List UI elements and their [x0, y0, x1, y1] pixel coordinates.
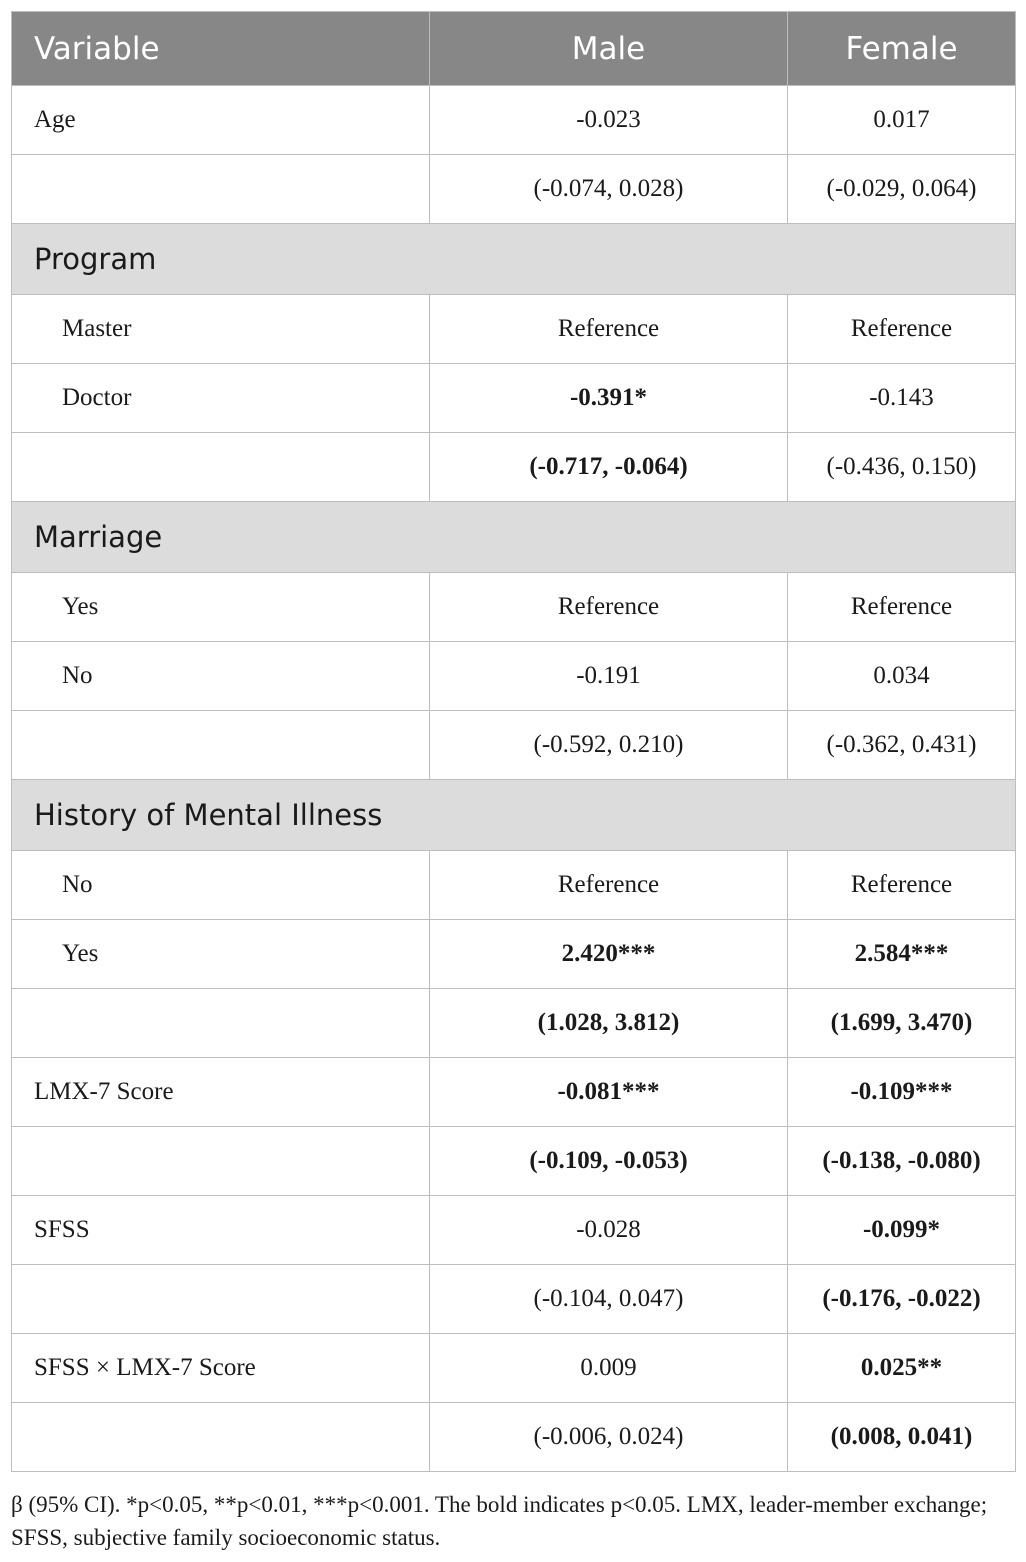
- table-row: [12, 1058, 1016, 1127]
- group-label: History of Mental Illness: [12, 780, 1016, 851]
- group-row-history: [12, 780, 1016, 851]
- table-row: [12, 1196, 1016, 1265]
- male-value: Reference: [430, 573, 788, 642]
- header-variable: Variable: [12, 12, 430, 86]
- regression-table: [11, 11, 1016, 1472]
- group-label: Program: [12, 224, 1016, 295]
- row-label: LMX-7 Score: [12, 1058, 430, 1127]
- row-label: Yes: [12, 920, 430, 989]
- table-row: [12, 1127, 1016, 1196]
- female-value: -0.143: [788, 364, 1016, 433]
- row-label: [12, 989, 430, 1058]
- table-row: [12, 642, 1016, 711]
- male-ci: (-0.006, 0.024): [430, 1403, 788, 1472]
- table-footnote: β (95% CI). *p<0.05, **p<0.01, ***p<0.001. The bold indicates p<0.05. LMX, leader-member exchange; SFSS, subjective family socioeconomic status.: [11, 1492, 988, 1550]
- male-value: Reference: [430, 851, 788, 920]
- regression-table-container: [11, 11, 1015, 1472]
- female-value: Reference: [788, 295, 1016, 364]
- row-label: Age: [12, 86, 430, 155]
- male-value: -0.023: [430, 86, 788, 155]
- row-label: [12, 1127, 430, 1196]
- row-label: [12, 1265, 430, 1334]
- female-ci: (0.008, 0.041): [788, 1403, 1016, 1472]
- table-row: [12, 851, 1016, 920]
- row-label: SFSS × LMX-7 Score: [12, 1334, 430, 1403]
- header-male: Male: [430, 12, 788, 86]
- female-ci: (-0.029, 0.064): [788, 155, 1016, 224]
- male-ci: (-0.717, -0.064): [430, 433, 788, 502]
- female-ci: (-0.138, -0.080): [788, 1127, 1016, 1196]
- male-ci: (-0.109, -0.053): [430, 1127, 788, 1196]
- group-row-marriage: [12, 502, 1016, 573]
- table-row: [12, 920, 1016, 989]
- table-row: [12, 989, 1016, 1058]
- male-value: 2.420***: [430, 920, 788, 989]
- row-label: [12, 155, 430, 224]
- table-row: [12, 573, 1016, 642]
- row-label: SFSS: [12, 1196, 430, 1265]
- female-value: 0.017: [788, 86, 1016, 155]
- group-row-program: [12, 224, 1016, 295]
- female-value: -0.099*: [788, 1196, 1016, 1265]
- male-ci: (-0.104, 0.047): [430, 1265, 788, 1334]
- male-ci: (-0.074, 0.028): [430, 155, 788, 224]
- group-label: Marriage: [12, 502, 1016, 573]
- table-row: [12, 1265, 1016, 1334]
- header-row: [12, 12, 1016, 86]
- row-label: Master: [12, 295, 430, 364]
- male-value: -0.191: [430, 642, 788, 711]
- female-ci: (-0.362, 0.431): [788, 711, 1016, 780]
- table-row: [12, 1403, 1016, 1472]
- male-value: 0.009: [430, 1334, 788, 1403]
- male-value: -0.081***: [430, 1058, 788, 1127]
- table-row: [12, 364, 1016, 433]
- row-label: [12, 1403, 430, 1472]
- table-row: [12, 711, 1016, 780]
- female-value: 2.584***: [788, 920, 1016, 989]
- row-label: No: [12, 851, 430, 920]
- row-label: Doctor: [12, 364, 430, 433]
- row-label: [12, 711, 430, 780]
- female-ci: (-0.436, 0.150): [788, 433, 1016, 502]
- female-value: 0.034: [788, 642, 1016, 711]
- female-value: Reference: [788, 573, 1016, 642]
- table-row: [12, 155, 1016, 224]
- female-value: -0.109***: [788, 1058, 1016, 1127]
- header-female: Female: [788, 12, 1016, 86]
- row-label: [12, 433, 430, 502]
- row-label: Yes: [12, 573, 430, 642]
- table-row: [12, 86, 1016, 155]
- male-ci: (1.028, 3.812): [430, 989, 788, 1058]
- male-ci: (-0.592, 0.210): [430, 711, 788, 780]
- male-value: -0.391*: [430, 364, 788, 433]
- table-row: [12, 1334, 1016, 1403]
- male-value: Reference: [430, 295, 788, 364]
- table-row: [12, 295, 1016, 364]
- female-ci: (-0.176, -0.022): [788, 1265, 1016, 1334]
- female-value: Reference: [788, 851, 1016, 920]
- female-value: 0.025**: [788, 1334, 1016, 1403]
- table-row: [12, 433, 1016, 502]
- male-value: -0.028: [430, 1196, 788, 1265]
- female-ci: (1.699, 3.470): [788, 989, 1016, 1058]
- row-label: No: [12, 642, 430, 711]
